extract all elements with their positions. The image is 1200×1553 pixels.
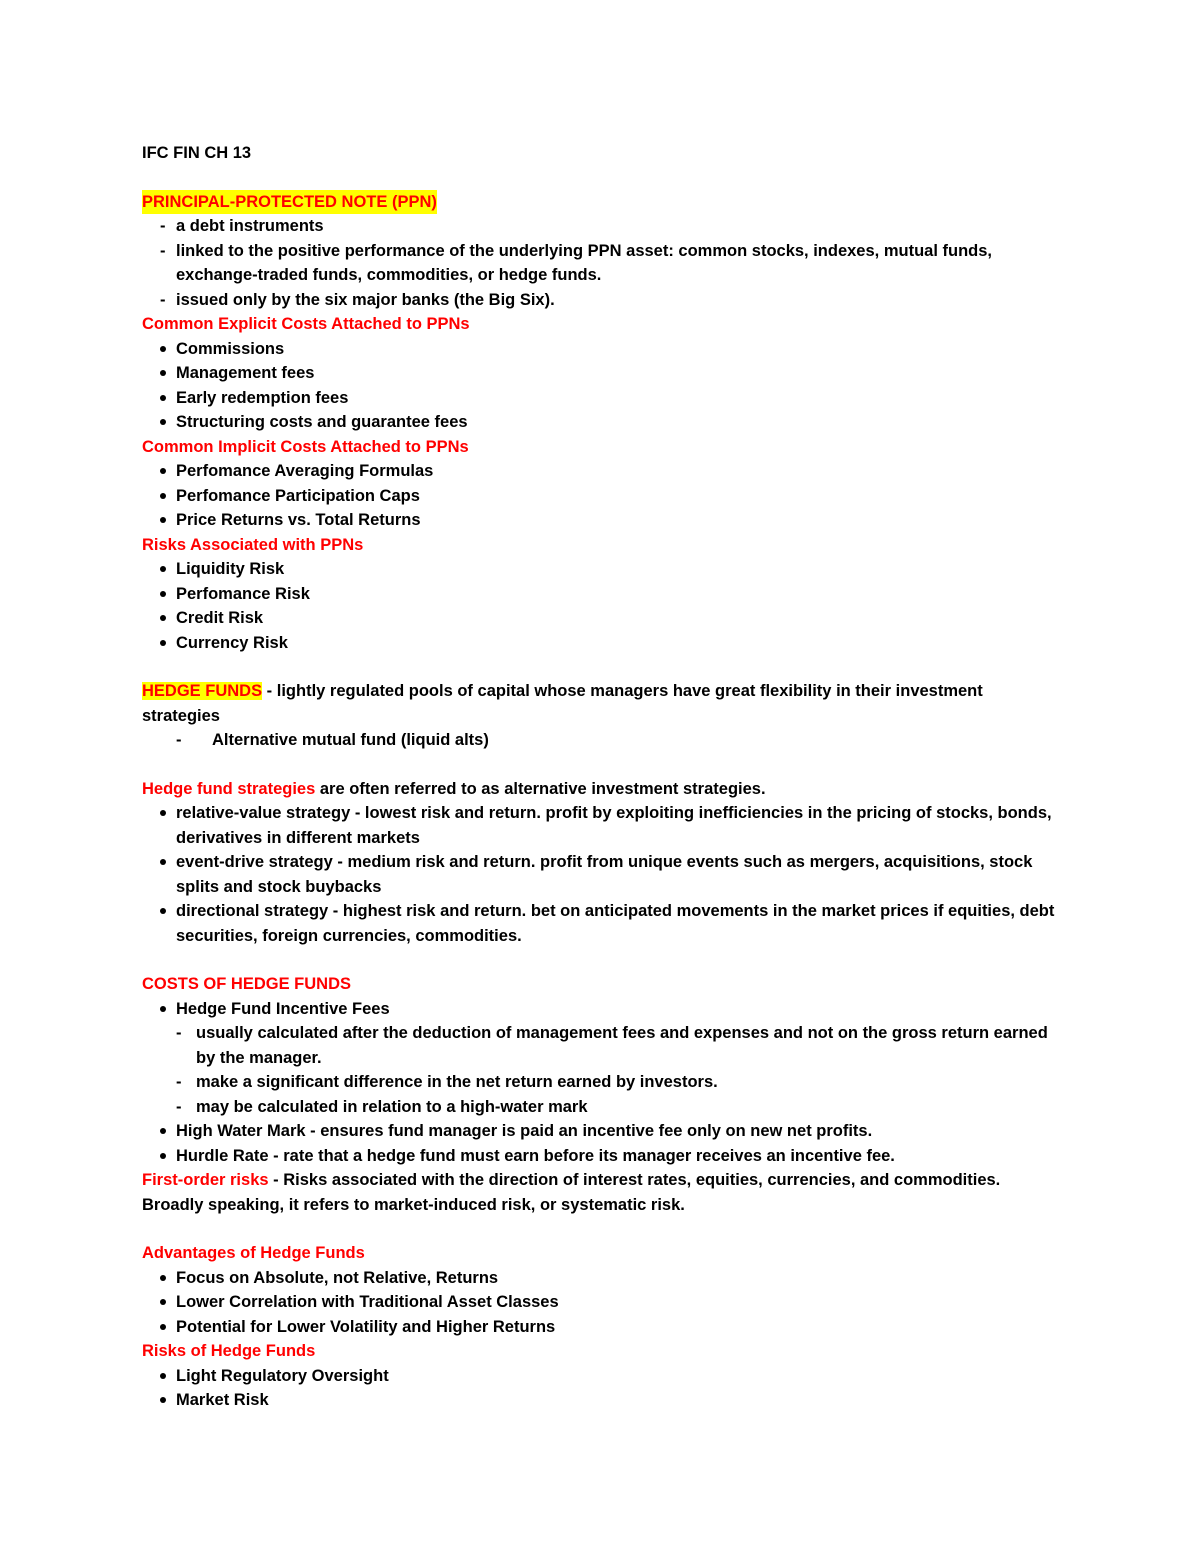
list-item: - make a significant difference in the net return earned by investors. xyxy=(142,1070,1062,1095)
list-item: Liquidity Risk xyxy=(142,557,1062,582)
list-item: Perfomance Averaging Formulas xyxy=(142,459,1062,484)
list-item: High Water Mark - ensures fund manager is paid an incentive fee only on new net profits. xyxy=(142,1119,1062,1144)
first-order-text: - Risks associated with the direction of interest rates, equities, currencies, and commodities. Broadly speaking, it refers to market-induced risk, or systematic risk. xyxy=(142,1171,1001,1214)
hedge-funds-heading: HEDGE FUNDS xyxy=(142,682,263,700)
list-item: Perfomance Risk xyxy=(142,582,1062,607)
list-item: - a debt instruments xyxy=(142,214,1062,239)
list-item: Perfomance Participation Caps xyxy=(142,484,1062,509)
list-item: Lower Correlation with Traditional Asset Classes xyxy=(142,1290,1062,1315)
ppn-heading: PRINCIPAL-PROTECTED NOTE (PPN) xyxy=(142,190,437,215)
list-item: directional strategy - highest risk and return. bet on anticipated movements in the market prices if equities, debt securities, foreign currencies, commodities. xyxy=(142,899,1062,948)
incentive-fees-label: Hedge Fund Incentive Fees xyxy=(176,999,390,1018)
strategies-heading: Hedge fund strategies xyxy=(142,779,316,798)
implicit-costs-list xyxy=(142,459,1062,533)
costs-list xyxy=(142,997,1062,1169)
advantages-heading: Advantages of Hedge Funds xyxy=(142,1244,365,1262)
list-item: Commissions xyxy=(142,337,1062,362)
hedge-funds-definition: - lightly regulated pools of capital whose managers have great flexibility in their investment strategies xyxy=(142,682,983,725)
implicit-costs-heading: Common Implicit Costs Attached to PPNs xyxy=(142,437,469,456)
costs-heading: COSTS OF HEDGE FUNDS xyxy=(142,975,352,993)
list-item: Structuring costs and guarantee fees xyxy=(142,410,1062,435)
hf-risks-heading: Risks of Hedge Funds xyxy=(142,1342,316,1360)
strategies-paragraph xyxy=(142,777,1062,802)
hedge-funds-list xyxy=(142,728,1062,753)
ppn-list xyxy=(142,214,1062,312)
page-title: IFC FIN CH 13 xyxy=(142,144,252,162)
ppn-risks-heading: Risks Associated with PPNs xyxy=(142,535,364,554)
first-order-heading: First-order risks xyxy=(142,1171,269,1189)
list-item: Market Risk xyxy=(142,1388,1062,1413)
explicit-costs-list xyxy=(142,337,1062,435)
list-item: Focus on Absolute, not Relative, Returns xyxy=(142,1266,1062,1291)
first-order-paragraph xyxy=(142,1168,1062,1217)
list-item: event-drive strategy - medium risk and return. profit from unique events such as mergers, acquisitions, stock splits and stock buybacks xyxy=(142,850,1062,899)
list-item: Price Returns vs. Total Returns xyxy=(142,508,1062,533)
incentive-fees-sublist xyxy=(176,1021,1062,1119)
list-item: - may be calculated in relation to a high-water mark xyxy=(142,1095,1062,1120)
list-item: Credit Risk xyxy=(142,606,1062,631)
list-item: Hurdle Rate - rate that a hedge fund must earn before its manager receives an incentive fee. xyxy=(142,1144,1062,1169)
list-item: Potential for Lower Volatility and Higher Returns xyxy=(142,1315,1062,1340)
document-body xyxy=(142,141,1062,1413)
advantages-list xyxy=(142,1266,1062,1340)
strategies-intro: are often referred to as alternative investment strategies. xyxy=(315,779,766,798)
list-item: - Alternative mutual fund (liquid alts) xyxy=(142,728,1062,753)
list-item: Early redemption fees xyxy=(142,386,1062,411)
list-item: - issued only by the six major banks (the Big Six). xyxy=(142,288,1062,313)
list-item: - linked to the positive performance of the underlying PPN asset: common stocks, indexes, mutual funds, exchange-traded funds, commodities, or hedge funds. xyxy=(142,239,1062,288)
strategies-list xyxy=(142,801,1062,948)
list-item: Management fees xyxy=(142,361,1062,386)
hf-risks-list xyxy=(142,1364,1062,1413)
list-item xyxy=(142,997,1062,1120)
hedge-funds-paragraph xyxy=(142,679,1062,728)
explicit-costs-heading: Common Explicit Costs Attached to PPNs xyxy=(142,315,470,333)
ppn-risks-list xyxy=(142,557,1062,655)
list-item: Currency Risk xyxy=(142,631,1062,656)
list-item: - usually calculated after the deduction of management fees and expenses and not on the gross return earned by the manager. xyxy=(142,1021,1062,1070)
list-item: Light Regulatory Oversight xyxy=(142,1364,1062,1389)
list-item: relative-value strategy - lowest risk and return. profit by exploiting inefficiencies in the pricing of stocks, bonds, derivatives in different markets xyxy=(142,801,1062,850)
